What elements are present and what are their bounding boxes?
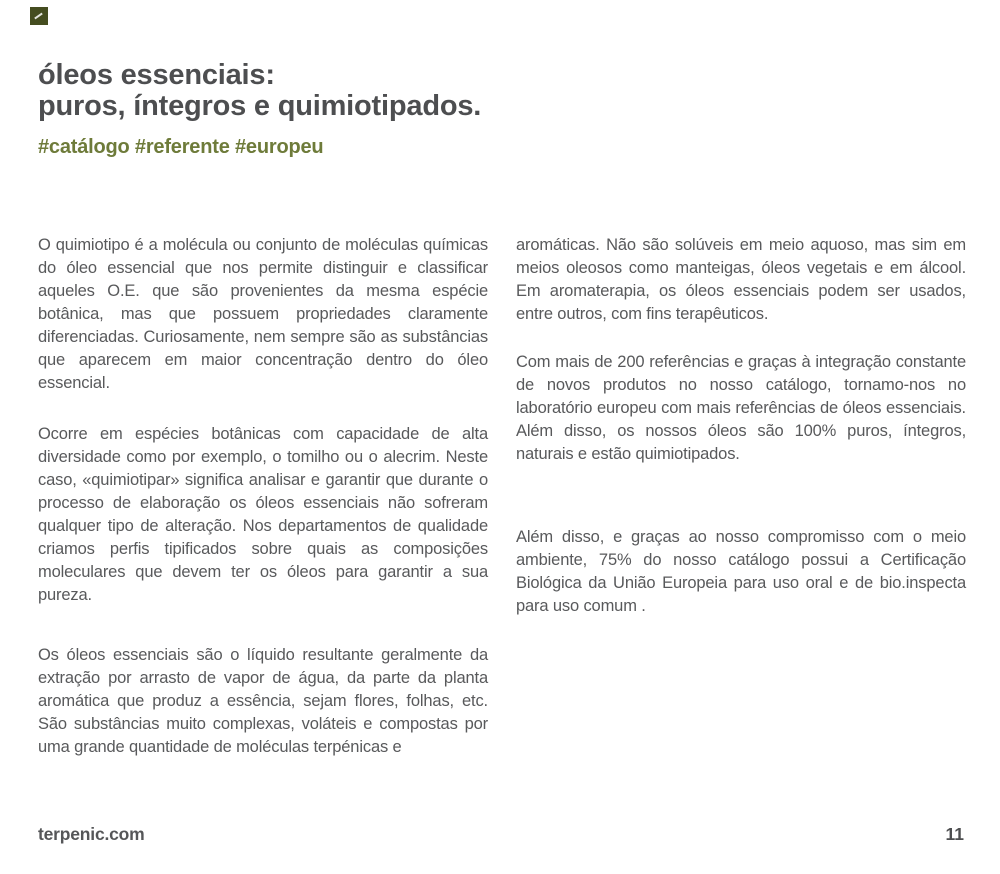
page-footer [38, 824, 964, 845]
paragraph-especies-botanicas: Ocorre em espécies botânicas com capacidade de alta diversidade como por exemplo, o tomilho ou o alecrim. Neste caso, «quimiotipar» significa analisar e garantir que durante o processo de elaboração os óleos essenciais não sofreram qualquer tipo de alteração. Nos departamentos de qualidade criamos perfis tipificados sobre quais as composições moleculares que devem ter os óleos para garantir a sua pureza. [38, 425, 488, 604]
paragraph-quimiotipo: O quimiotipo é a molécula ou conjunto de moléculas químicas do óleo essencial que nos permite distinguir e classificar aqueles O.E. que são provenientes da mesma espécie botânica, mas que possuem propriedades claramente diferenciadas. Curiosamente, nem sempre são as substâncias que aparecem em maior concentração dentro do óleo essencial. [38, 236, 488, 392]
left-column [38, 234, 488, 759]
hashtags-line: #catálogo #referente #europeu [38, 136, 324, 158]
body-text-columns [38, 234, 966, 759]
paragraph-referencias: Com mais de 200 referências e graças à integração constante de novos produtos no nosso catálogo, tornamo-nos no laboratório europeu com mais referências de óleos essenciais. Além disso, os nossos óleos são 100% puros, íntegros, naturais e estão quimiotipados. [516, 353, 966, 463]
paragraph-liquido-resultante: Os óleos essenciais são o líquido resultante geralmente da extração por arrasto de vapor de água, da parte da planta aromática que produz a essência, sejam flores, folhas, etc. São substâncias muito complexas, voláteis e compostas por uma grande quantidade de moléculas terpénicas e [38, 646, 488, 756]
right-column [516, 234, 966, 759]
paragraph-aromaticas: aromáticas. Não são solúveis em meio aquoso, mas sim em meios oleosos como manteigas, óleos vegetais e em álcool. Em aromaterapia, os óleos essenciais podem ser usados, entre outros, com fins terapêuticos. [516, 236, 966, 323]
page-number: 11 [945, 824, 964, 844]
brand-logo-icon [30, 7, 48, 25]
page-title-line2: puros, íntegros e quimiotipados. [38, 90, 482, 122]
paragraph-certificacao: Além disso, e graças ao nosso compromisso com o meio ambiente, 75% do nosso catálogo possui a Certificação Biológica da União Europeia para uso oral e de bio.inspecta para uso comum . [516, 528, 966, 615]
page-header [38, 60, 938, 159]
page-title [38, 60, 938, 122]
page-title-line1: óleos essenciais: [38, 59, 275, 91]
website-url[interactable]: terpenic.com [38, 824, 145, 844]
